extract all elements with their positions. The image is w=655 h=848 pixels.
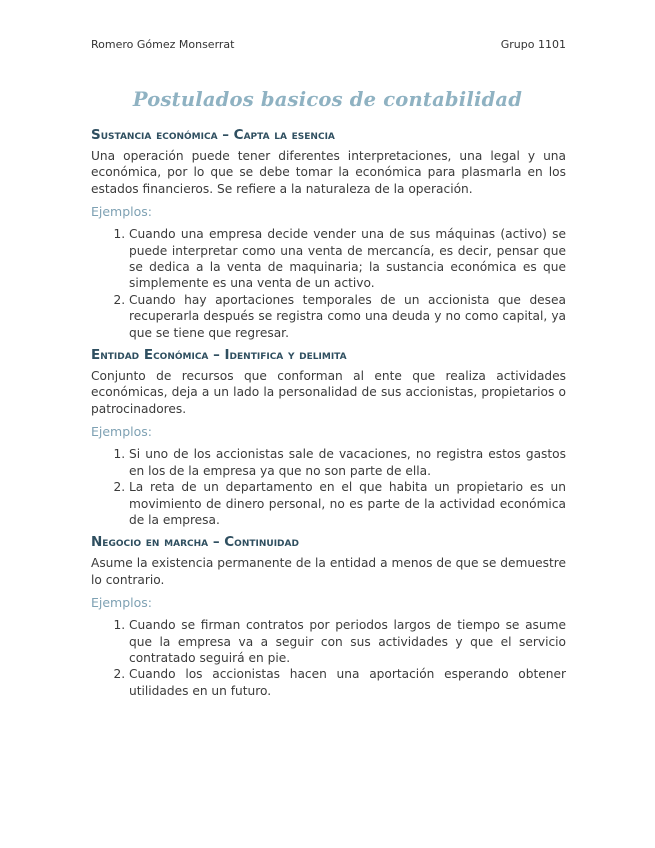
examples-label: Ejemplos:	[91, 204, 153, 220]
examples-list	[91, 446, 566, 528]
section-description: Una operación puede tener diferentes interpretaciones, una legal y una económica, por lo que se debe tomar la económica para plasmarla en los estados financieros. Se refiere a la naturaleza de la operación.	[91, 149, 566, 196]
list-item: 2. Cuando los accionistas hacen una aportación esperando obtener utilidades en un futuro.	[129, 666, 566, 699]
document-body	[91, 127, 566, 703]
examples-label: Ejemplos:	[91, 424, 153, 440]
section-heading: Sustancia económica – Capta la esencia	[91, 127, 335, 143]
examples-list	[91, 226, 566, 341]
list-item: 1. Cuando una empresa decide vender una de sus máquinas (activo) se puede interpretar como una venta de mercancía, es decir, pensar que se dedica a la venta de maquinaria; la sustancia económica es que simplemente es una venta de un activo.	[129, 226, 566, 292]
list-item: 2. Cuando hay aportaciones temporales de un accionista que desea recuperarla después se registra como una deuda y no como capital, ya que se tiene que regresar.	[129, 292, 566, 341]
section-heading: Entidad Económica – Identifica y delimita	[91, 347, 347, 364]
page-header	[91, 38, 566, 51]
section-entidad-economica	[91, 347, 566, 528]
section-negocio-en-marcha	[91, 534, 566, 699]
section-sustancia-economica	[91, 127, 566, 341]
section-heading: Negocio en marcha – Continuidad	[91, 534, 299, 551]
examples-list	[91, 617, 566, 699]
section-description: Conjunto de recursos que conforman al ente que realiza actividades económicas, deja a un lado la personalidad de sus accionistas, propietarios o patrocinadores.	[91, 369, 566, 416]
examples-label: Ejemplos:	[91, 595, 153, 611]
page-title: Postulados basicos de contabilidad	[132, 88, 523, 111]
section-description: Asume la existencia permanente de la entidad a menos de que se demuestre lo contrario.	[91, 556, 566, 587]
list-item: 1. Cuando se firman contratos por periodos largos de tiempo se asume que la empresa va a seguir con sus actividades y que el servicio contratado seguirá en pie.	[129, 617, 566, 666]
list-item: 1. Si uno de los accionistas sale de vacaciones, no registra estos gastos en los de la empresa ya que no son parte de ella.	[129, 446, 566, 479]
author-name: Romero Gómez Monserrat	[91, 38, 235, 51]
list-item: 2. La reta de un departamento en el que habita un propietario es un movimiento de dinero personal, no es parte de la actividad económica de la empresa.	[129, 479, 566, 528]
group-label: Grupo 1101	[500, 38, 566, 51]
